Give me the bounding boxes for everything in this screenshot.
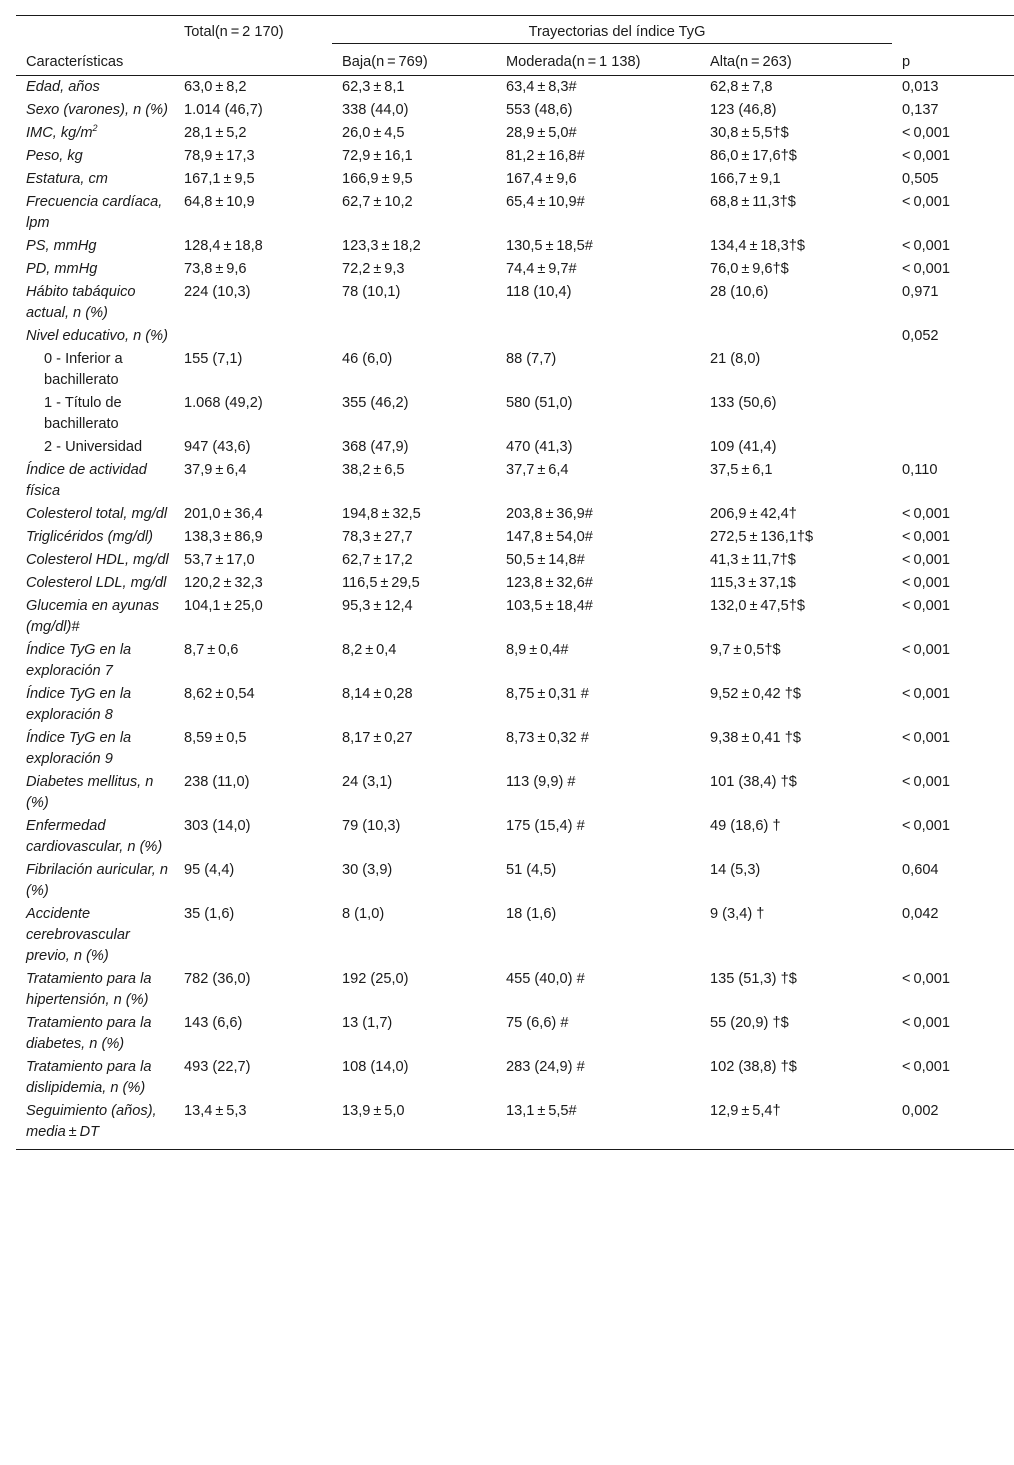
cell-moderate: 203,8 ± 36,9# bbox=[506, 506, 593, 522]
row-label bbox=[16, 392, 174, 436]
cell-moderate: 13,1 ± 5,5# bbox=[506, 1103, 577, 1119]
cell-total: 53,7 ± 17,0 bbox=[184, 552, 255, 568]
cell-high: 37,5 ± 6,1 bbox=[710, 462, 773, 478]
cell-moderate: 580 (51,0) bbox=[506, 395, 573, 411]
cell-high: 101 (38,4) †$ bbox=[710, 774, 797, 790]
table-row bbox=[16, 348, 1014, 392]
cell-p-value: < 0,001 bbox=[902, 686, 950, 702]
cell-high: 272,5 ± 136,1†$ bbox=[710, 529, 814, 545]
cell-high: 41,3 ± 11,7†$ bbox=[710, 552, 796, 568]
cell-moderate: 130,5 ± 18,5# bbox=[506, 238, 593, 254]
cell-low: 95,3 ± 12,4 bbox=[342, 598, 413, 614]
cell-total: 35 (1,6) bbox=[184, 906, 235, 922]
header-p: p bbox=[902, 53, 911, 70]
cell-total: 28,1 ± 5,2 bbox=[184, 125, 247, 141]
table-row bbox=[16, 727, 1014, 771]
cell-low: 46 (6,0) bbox=[342, 351, 393, 367]
row-label bbox=[16, 325, 892, 348]
cell-total: 128,4 ± 18,8 bbox=[184, 238, 263, 254]
cell-high: 12,9 ± 5,4† bbox=[710, 1103, 781, 1119]
cell-total: 1.014 (46,7) bbox=[184, 102, 263, 118]
row-label-text: Accidente cerebrovascular previo, n (%) bbox=[26, 906, 130, 964]
cell-low: 194,8 ± 32,5 bbox=[342, 506, 421, 522]
cell-moderate: 65,4 ± 10,9# bbox=[506, 194, 585, 210]
cell-p-value: 0,002 bbox=[902, 1103, 939, 1119]
cell-moderate: 63,4 ± 8,3# bbox=[506, 79, 577, 95]
cell-moderate: 175 (15,4) # bbox=[506, 818, 585, 834]
cell-total: 782 (36,0) bbox=[184, 971, 251, 987]
cell-p-value: < 0,001 bbox=[902, 125, 950, 141]
cell-p-value: < 0,001 bbox=[902, 575, 950, 591]
row-label bbox=[16, 815, 174, 859]
cell-moderate: 50,5 ± 14,8# bbox=[506, 552, 585, 568]
cell-p-value: < 0,001 bbox=[902, 552, 950, 568]
row-label-text: Nivel educativo, n (%) bbox=[26, 328, 168, 344]
cell-high: 9 (3,4) † bbox=[710, 906, 765, 922]
row-label bbox=[16, 549, 174, 572]
cell-total: 8,59 ± 0,5 bbox=[184, 730, 247, 746]
table-row bbox=[16, 392, 1014, 436]
cell-low: 13,9 ± 5,0 bbox=[342, 1103, 405, 1119]
table-row bbox=[16, 258, 1014, 281]
table-row bbox=[16, 549, 1014, 572]
cell-low: 72,2 ± 9,3 bbox=[342, 261, 405, 277]
table-row bbox=[16, 526, 1014, 549]
row-label bbox=[16, 1012, 174, 1056]
cell-p-value bbox=[892, 392, 1014, 436]
cell-low: 123,3 ± 18,2 bbox=[342, 238, 421, 254]
header-high: Alta(n = 263) bbox=[710, 54, 792, 70]
row-label-text: Estatura, cm bbox=[26, 171, 108, 187]
row-label bbox=[16, 459, 174, 503]
cell-high: 132,0 ± 47,5†$ bbox=[710, 598, 806, 614]
cell-p-value bbox=[892, 436, 1014, 459]
table-row bbox=[16, 436, 1014, 459]
cell-moderate: 113 (9,9) # bbox=[506, 774, 576, 790]
row-label bbox=[16, 99, 174, 122]
row-label-text: Tratamiento para la dislipidemia, n (%) bbox=[26, 1059, 152, 1096]
cell-total: 303 (14,0) bbox=[184, 818, 251, 834]
table-row bbox=[16, 191, 1014, 235]
cell-moderate: 147,8 ± 54,0# bbox=[506, 529, 593, 545]
row-label-text: Enfermedad cardiovascular, n (%) bbox=[26, 818, 163, 855]
cell-low: 62,7 ± 17,2 bbox=[342, 552, 413, 568]
table-row bbox=[16, 1056, 1014, 1100]
table-row bbox=[16, 235, 1014, 258]
cell-low: 192 (25,0) bbox=[342, 971, 409, 987]
cell-low: 166,9 ± 9,5 bbox=[342, 171, 413, 187]
table-row bbox=[16, 903, 1014, 968]
row-label-text: Colesterol LDL, mg/dl bbox=[26, 575, 167, 591]
row-label bbox=[16, 258, 174, 281]
cell-p-value: 0,013 bbox=[902, 79, 939, 95]
cell-moderate: 455 (40,0) # bbox=[506, 971, 585, 987]
row-label bbox=[16, 727, 174, 771]
header-empty bbox=[892, 16, 1014, 44]
row-label bbox=[16, 122, 174, 145]
row-label-text: 0 - Inferior a bachillerato bbox=[44, 351, 123, 388]
row-label bbox=[16, 436, 174, 459]
row-label-text: Edad, años bbox=[26, 79, 100, 95]
cell-total: 73,8 ± 9,6 bbox=[184, 261, 247, 277]
cell-total: 238 (11,0) bbox=[184, 774, 250, 790]
cell-p-value: < 0,001 bbox=[902, 506, 950, 522]
cell-p-value: < 0,001 bbox=[902, 529, 950, 545]
row-label bbox=[16, 683, 174, 727]
cell-moderate: 8,73 ± 0,32 # bbox=[506, 730, 589, 746]
table-row bbox=[16, 595, 1014, 639]
cell-p-value: < 0,001 bbox=[902, 1015, 950, 1031]
cell-low: 108 (14,0) bbox=[342, 1059, 409, 1075]
cell-moderate: 75 (6,6) # bbox=[506, 1015, 569, 1031]
cell-high: 68,8 ± 11,3†$ bbox=[710, 194, 796, 210]
cell-moderate: 18 (1,6) bbox=[506, 906, 557, 922]
cell-p-value: < 0,001 bbox=[902, 774, 950, 790]
cell-p-value: 0,971 bbox=[902, 284, 939, 300]
cell-low: 8,17 ± 0,27 bbox=[342, 730, 413, 746]
cell-total: 947 (43,6) bbox=[184, 439, 251, 455]
cell-moderate: 470 (41,3) bbox=[506, 439, 573, 455]
cell-low: 355 (46,2) bbox=[342, 395, 409, 411]
header-characteristics: Características bbox=[26, 54, 124, 70]
table-row bbox=[16, 145, 1014, 168]
table-row bbox=[16, 572, 1014, 595]
row-label-text: Tratamiento para la hipertensión, n (%) bbox=[26, 971, 152, 1008]
row-label bbox=[16, 903, 174, 968]
cell-high: 9,52 ± 0,42 †$ bbox=[710, 686, 801, 702]
cell-moderate: 103,5 ± 18,4# bbox=[506, 598, 593, 614]
cell-total: 8,62 ± 0,54 bbox=[184, 686, 255, 702]
cell-moderate: 553 (48,6) bbox=[506, 102, 573, 118]
table-row bbox=[16, 325, 1014, 348]
cell-p-value: < 0,001 bbox=[902, 238, 950, 254]
cell-moderate: 74,4 ± 9,7# bbox=[506, 261, 577, 277]
row-label bbox=[16, 235, 174, 258]
cell-low: 8,14 ± 0,28 bbox=[342, 686, 413, 702]
cell-high: 55 (20,9) †$ bbox=[710, 1015, 789, 1031]
cell-p-value: < 0,001 bbox=[902, 1059, 950, 1075]
row-label-text: Índice de actividad física bbox=[26, 462, 147, 499]
cell-total: 13,4 ± 5,3 bbox=[184, 1103, 247, 1119]
cell-high: 14 (5,3) bbox=[710, 862, 761, 878]
row-label bbox=[16, 503, 174, 526]
row-label-text: Colesterol HDL, mg/dl bbox=[26, 552, 169, 568]
cell-low: 368 (47,9) bbox=[342, 439, 409, 455]
row-label-text: Hábito tabáquico actual, n (%) bbox=[26, 284, 136, 321]
cell-low: 30 (3,9) bbox=[342, 862, 393, 878]
cell-total: 201,0 ± 36,4 bbox=[184, 506, 263, 522]
table-row bbox=[16, 168, 1014, 191]
cell-low: 338 (44,0) bbox=[342, 102, 409, 118]
row-label bbox=[16, 859, 174, 903]
cell-low: 8 (1,0) bbox=[342, 906, 385, 922]
table-row bbox=[16, 122, 1014, 145]
header-low: Baja(n = 769) bbox=[342, 54, 428, 70]
cell-total: 8,7 ± 0,6 bbox=[184, 642, 239, 658]
row-label bbox=[16, 281, 174, 325]
table-row bbox=[16, 459, 1014, 503]
row-label-text: Tratamiento para la diabetes, n (%) bbox=[26, 1015, 152, 1052]
row-label-text: Índice TyG en la exploración 8 bbox=[26, 686, 132, 723]
cell-moderate: 81,2 ± 16,8# bbox=[506, 148, 585, 164]
cell-low: 116,5 ± 29,5 bbox=[342, 575, 420, 591]
table-row bbox=[16, 1100, 1014, 1150]
table-row bbox=[16, 281, 1014, 325]
cell-total: 143 (6,6) bbox=[184, 1015, 243, 1031]
cell-total: 167,1 ± 9,5 bbox=[184, 171, 255, 187]
row-label bbox=[16, 348, 174, 392]
cell-high: 28 (10,6) bbox=[710, 284, 769, 300]
row-label-text: IMC, kg/m bbox=[26, 125, 93, 141]
cell-p-value: < 0,001 bbox=[902, 642, 950, 658]
cell-low: 78 (10,1) bbox=[342, 284, 401, 300]
cell-moderate: 51 (4,5) bbox=[506, 862, 557, 878]
cell-p-value: < 0,001 bbox=[902, 730, 950, 746]
row-label-text: Sexo (varones), n (%) bbox=[26, 102, 168, 118]
row-label-text: Glucemia en ayunas (mg/dl)# bbox=[26, 598, 160, 635]
cell-low: 62,7 ± 10,2 bbox=[342, 194, 413, 210]
table-row bbox=[16, 771, 1014, 815]
cell-low: 72,9 ± 16,1 bbox=[342, 148, 413, 164]
cell-p-value: 0,042 bbox=[902, 906, 939, 922]
cell-high: 21 (8,0) bbox=[710, 351, 761, 367]
cell-moderate: 88 (7,7) bbox=[506, 351, 557, 367]
row-label-text: Diabetes mellitus, n (%) bbox=[26, 774, 154, 811]
cell-p-value: < 0,001 bbox=[902, 818, 950, 834]
cell-total: 63,0 ± 8,2 bbox=[184, 79, 247, 95]
table-body bbox=[16, 76, 1014, 1150]
cell-p-value: 0,604 bbox=[902, 862, 939, 878]
cell-p-value: 0,052 bbox=[902, 328, 939, 344]
cell-low: 38,2 ± 6,5 bbox=[342, 462, 405, 478]
table-row bbox=[16, 503, 1014, 526]
table-row bbox=[16, 968, 1014, 1012]
cell-total: 95 (4,4) bbox=[184, 862, 235, 878]
cell-high: 133 (50,6) bbox=[710, 395, 777, 411]
row-label bbox=[16, 145, 174, 168]
row-label bbox=[16, 771, 174, 815]
cell-p-value: < 0,001 bbox=[902, 148, 950, 164]
table-row bbox=[16, 683, 1014, 727]
cell-high: 9,38 ± 0,41 †$ bbox=[710, 730, 801, 746]
header-total: Total(n = 2 170) bbox=[184, 24, 284, 40]
row-label bbox=[16, 968, 174, 1012]
row-label bbox=[16, 76, 174, 100]
row-label bbox=[16, 595, 174, 639]
cell-high: 30,8 ± 5,5†$ bbox=[710, 125, 789, 141]
row-label-text: PS, mmHg bbox=[26, 238, 97, 254]
cell-total: 155 (7,1) bbox=[184, 351, 243, 367]
header-tyg-trajectories: Trayectorias del índice TyG bbox=[332, 16, 892, 44]
cell-moderate: 123,8 ± 32,6# bbox=[506, 575, 593, 591]
cell-total: 224 (10,3) bbox=[184, 284, 251, 300]
cell-moderate: 8,75 ± 0,31 # bbox=[506, 686, 589, 702]
cell-total: 493 (22,7) bbox=[184, 1059, 251, 1075]
table-row bbox=[16, 1012, 1014, 1056]
cell-total: 78,9 ± 17,3 bbox=[184, 148, 255, 164]
cell-total: 138,3 ± 86,9 bbox=[184, 529, 263, 545]
row-label-text: Fibrilación auricular, n (%) bbox=[26, 862, 168, 899]
cell-p-value bbox=[892, 348, 1014, 392]
cell-p-value: < 0,001 bbox=[902, 261, 950, 277]
cell-high: 109 (41,4) bbox=[710, 439, 777, 455]
cell-p-value: 0,505 bbox=[902, 171, 939, 187]
cell-moderate: 167,4 ± 9,6 bbox=[506, 171, 577, 187]
cell-moderate: 118 (10,4) bbox=[506, 284, 572, 300]
row-label bbox=[16, 526, 174, 549]
row-label bbox=[16, 168, 174, 191]
cell-high: 135 (51,3) †$ bbox=[710, 971, 797, 987]
row-label-text: 1 - Título de bachillerato bbox=[44, 395, 122, 432]
cell-low: 62,3 ± 8,1 bbox=[342, 79, 405, 95]
cell-total: 1.068 (49,2) bbox=[184, 395, 263, 411]
row-label-text: Frecuencia cardíaca, lpm bbox=[26, 194, 163, 231]
header-moderate: Moderada(n = 1 138) bbox=[506, 54, 641, 70]
cell-high: 166,7 ± 9,1 bbox=[710, 171, 781, 187]
row-label-text: Índice TyG en la exploración 7 bbox=[26, 642, 132, 679]
cell-p-value: 0,110 bbox=[902, 462, 938, 478]
cell-p-value: 0,137 bbox=[902, 102, 939, 118]
table-row bbox=[16, 859, 1014, 903]
header-total-empty bbox=[174, 44, 332, 76]
cell-low: 78,3 ± 27,7 bbox=[342, 529, 413, 545]
row-label-text: 2 - Universidad bbox=[44, 439, 143, 455]
row-label-text: Seguimiento (años), media ± DT bbox=[26, 1103, 157, 1140]
cell-high: 62,8 ± 7,8 bbox=[710, 79, 773, 95]
table-row bbox=[16, 76, 1014, 100]
cell-high: 102 (38,8) †$ bbox=[710, 1059, 797, 1075]
cell-low: 79 (10,3) bbox=[342, 818, 401, 834]
table-row bbox=[16, 815, 1014, 859]
cell-high: 123 (46,8) bbox=[710, 102, 777, 118]
cell-moderate: 37,7 ± 6,4 bbox=[506, 462, 569, 478]
row-label bbox=[16, 1056, 174, 1100]
cell-moderate: 283 (24,9) # bbox=[506, 1059, 585, 1075]
row-label bbox=[16, 572, 174, 595]
table-row bbox=[16, 639, 1014, 683]
cell-p-value: < 0,001 bbox=[902, 971, 950, 987]
cell-high: 76,0 ± 9,6†$ bbox=[710, 261, 789, 277]
cell-high: 86,0 ± 17,6†$ bbox=[710, 148, 797, 164]
row-label-text: Índice TyG en la exploración 9 bbox=[26, 730, 132, 767]
header-row-1 bbox=[16, 16, 1014, 44]
cell-high: 134,4 ± 18,3†$ bbox=[710, 238, 806, 254]
cell-total: 37,9 ± 6,4 bbox=[184, 462, 247, 478]
row-label-text: Colesterol total, mg/dl bbox=[26, 506, 168, 522]
cell-p-value: < 0,001 bbox=[902, 598, 950, 614]
cell-total: 120,2 ± 32,3 bbox=[184, 575, 263, 591]
row-label-text: Triglicéridos (mg/dl) bbox=[26, 529, 154, 545]
cell-p-value: < 0,001 bbox=[902, 194, 950, 210]
row-label-text: Peso, kg bbox=[26, 148, 83, 164]
cell-high: 49 (18,6) † bbox=[710, 818, 781, 834]
cell-low: 13 (1,7) bbox=[342, 1015, 393, 1031]
cell-total: 104,1 ± 25,0 bbox=[184, 598, 263, 614]
row-label-superscript: 2 bbox=[92, 123, 98, 134]
row-label bbox=[16, 639, 174, 683]
cell-high: 115,3 ± 37,1$ bbox=[710, 575, 796, 591]
cell-moderate: 8,9 ± 0,4# bbox=[506, 642, 569, 658]
cell-low: 8,2 ± 0,4 bbox=[342, 642, 397, 658]
cell-low: 24 (3,1) bbox=[342, 774, 393, 790]
row-label bbox=[16, 191, 174, 235]
row-label-text: PD, mmHg bbox=[26, 261, 98, 277]
cell-high: 206,9 ± 42,4† bbox=[710, 506, 797, 522]
cell-high: 9,7 ± 0,5†$ bbox=[710, 642, 781, 658]
cell-total: 64,8 ± 10,9 bbox=[184, 194, 255, 210]
cell-low: 26,0 ± 4,5 bbox=[342, 125, 405, 141]
cell-moderate: 28,9 ± 5,0# bbox=[506, 125, 577, 141]
characteristics-table bbox=[16, 15, 1014, 1150]
table-row bbox=[16, 99, 1014, 122]
row-label bbox=[16, 1100, 174, 1150]
